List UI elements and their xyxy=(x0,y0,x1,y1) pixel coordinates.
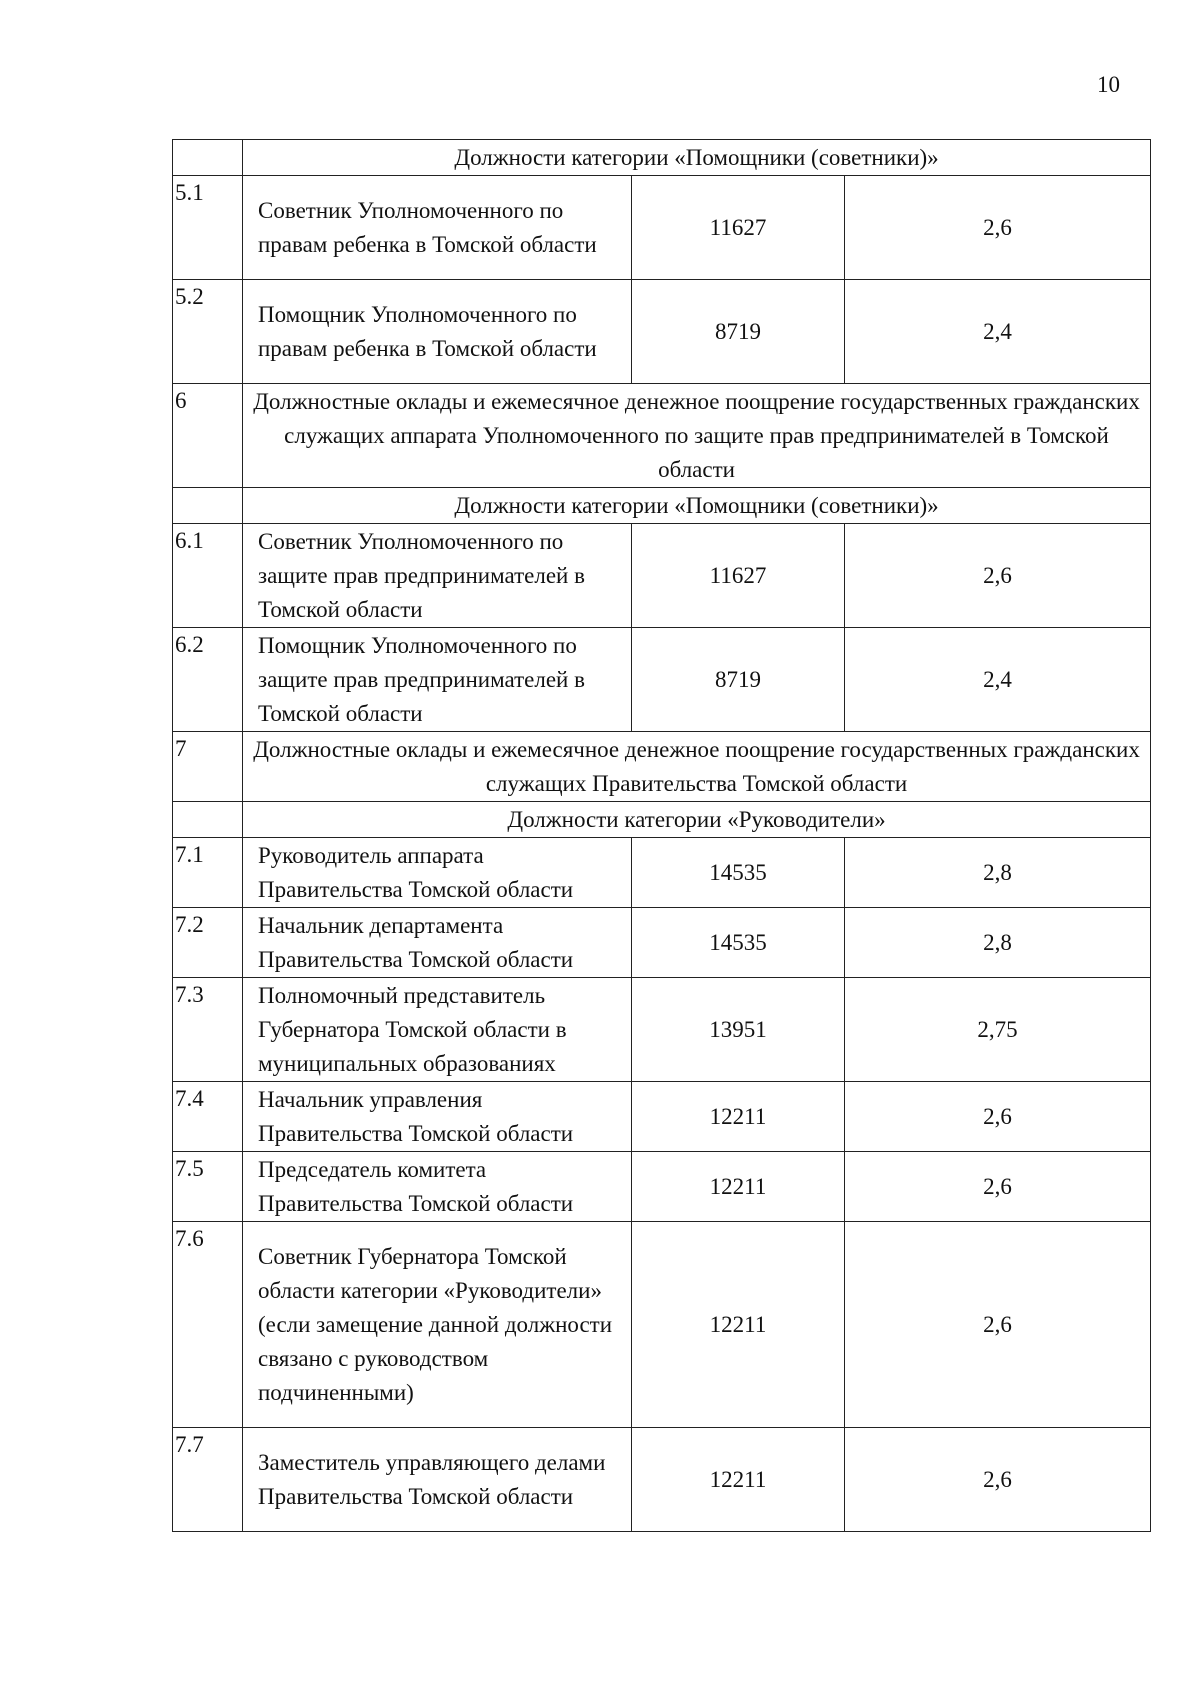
position-name: Помощник Уполномоченного по правам ребенка в Томской области xyxy=(243,280,632,384)
row-number: 7.3 xyxy=(173,978,243,1082)
salary-value: 12211 xyxy=(632,1082,845,1152)
position-name: Начальник департамента Правительства Томской области xyxy=(243,908,632,978)
bonus-value: 2,75 xyxy=(845,978,1151,1082)
row-number xyxy=(173,802,243,838)
row-number: 7.7 xyxy=(173,1428,243,1532)
salary-value: 12211 xyxy=(632,1222,845,1428)
category-row xyxy=(173,140,1151,176)
bonus-value: 2,6 xyxy=(845,1428,1151,1532)
salary-value: 14535 xyxy=(632,838,845,908)
salary-value: 11627 xyxy=(632,176,845,280)
salary-value: 12211 xyxy=(632,1152,845,1222)
table-row xyxy=(173,524,1151,628)
position-name: Полномочный представитель Губернатора Томской области в муниципальных образованиях xyxy=(243,978,632,1082)
row-number: 5.2 xyxy=(173,280,243,384)
salary-value: 8719 xyxy=(632,280,845,384)
bonus-value: 2,8 xyxy=(845,838,1151,908)
row-number: 7.2 xyxy=(173,908,243,978)
table-row xyxy=(173,176,1151,280)
row-number: 6.1 xyxy=(173,524,243,628)
table-row xyxy=(173,1222,1151,1428)
bonus-value: 2,6 xyxy=(845,1222,1151,1428)
position-name: Помощник Уполномоченного по защите прав предпринимателей в Томской области xyxy=(243,628,632,732)
category-title: Должности категории «Помощники (советники)» xyxy=(243,140,1151,176)
position-name: Начальник управления Правительства Томской области xyxy=(243,1082,632,1152)
row-number: 7.1 xyxy=(173,838,243,908)
salary-table xyxy=(172,139,1151,1532)
category-row xyxy=(173,488,1151,524)
row-number: 7.4 xyxy=(173,1082,243,1152)
salary-value: 13951 xyxy=(632,978,845,1082)
page-number: 10 xyxy=(1097,72,1120,97)
position-name: Советник Губернатора Томской области категории «Руководители» (если замещение данной должности связано с руководством подчиненными) xyxy=(243,1222,632,1428)
position-name: Заместитель управляющего делами Правительства Томской области xyxy=(243,1428,632,1532)
position-name: Руководитель аппарата Правительства Томской области xyxy=(243,838,632,908)
bonus-value: 2,4 xyxy=(845,280,1151,384)
bonus-value: 2,6 xyxy=(845,524,1151,628)
bonus-value: 2,8 xyxy=(845,908,1151,978)
table-row xyxy=(173,1082,1151,1152)
row-number xyxy=(173,140,243,176)
table-row xyxy=(173,908,1151,978)
table-row xyxy=(173,1428,1151,1532)
salary-value: 8719 xyxy=(632,628,845,732)
row-number: 7.6 xyxy=(173,1222,243,1428)
table-row xyxy=(173,838,1151,908)
bonus-value: 2,6 xyxy=(845,1152,1151,1222)
row-number: 5.1 xyxy=(173,176,243,280)
category-row xyxy=(173,802,1151,838)
row-number: 6.2 xyxy=(173,628,243,732)
row-number: 7 xyxy=(173,732,243,802)
position-name: Председатель комитета Правительства Томской области xyxy=(243,1152,632,1222)
section-title: Должностные оклады и ежемесячное денежное поощрение государственных гражданских служащих аппарата Уполномоченного по защите прав предпринимателей в Томской области xyxy=(243,384,1151,488)
row-number: 7.5 xyxy=(173,1152,243,1222)
position-name: Советник Уполномоченного по защите прав предпринимателей в Томской области xyxy=(243,524,632,628)
table-row xyxy=(173,280,1151,384)
salary-value: 12211 xyxy=(632,1428,845,1532)
table-row xyxy=(173,978,1151,1082)
row-number xyxy=(173,488,243,524)
salary-value: 11627 xyxy=(632,524,845,628)
table-row xyxy=(173,1152,1151,1222)
section-title: Должностные оклады и ежемесячное денежное поощрение государственных гражданских служащих Правительства Томской области xyxy=(243,732,1151,802)
bonus-value: 2,6 xyxy=(845,1082,1151,1152)
position-name: Советник Уполномоченного по правам ребенка в Томской области xyxy=(243,176,632,280)
bonus-value: 2,6 xyxy=(845,176,1151,280)
salary-value: 14535 xyxy=(632,908,845,978)
section-row xyxy=(173,384,1151,488)
category-title: Должности категории «Помощники (советники)» xyxy=(243,488,1151,524)
row-number: 6 xyxy=(173,384,243,488)
table-row xyxy=(173,628,1151,732)
bonus-value: 2,4 xyxy=(845,628,1151,732)
section-row xyxy=(173,732,1151,802)
category-title: Должности категории «Руководители» xyxy=(243,802,1151,838)
